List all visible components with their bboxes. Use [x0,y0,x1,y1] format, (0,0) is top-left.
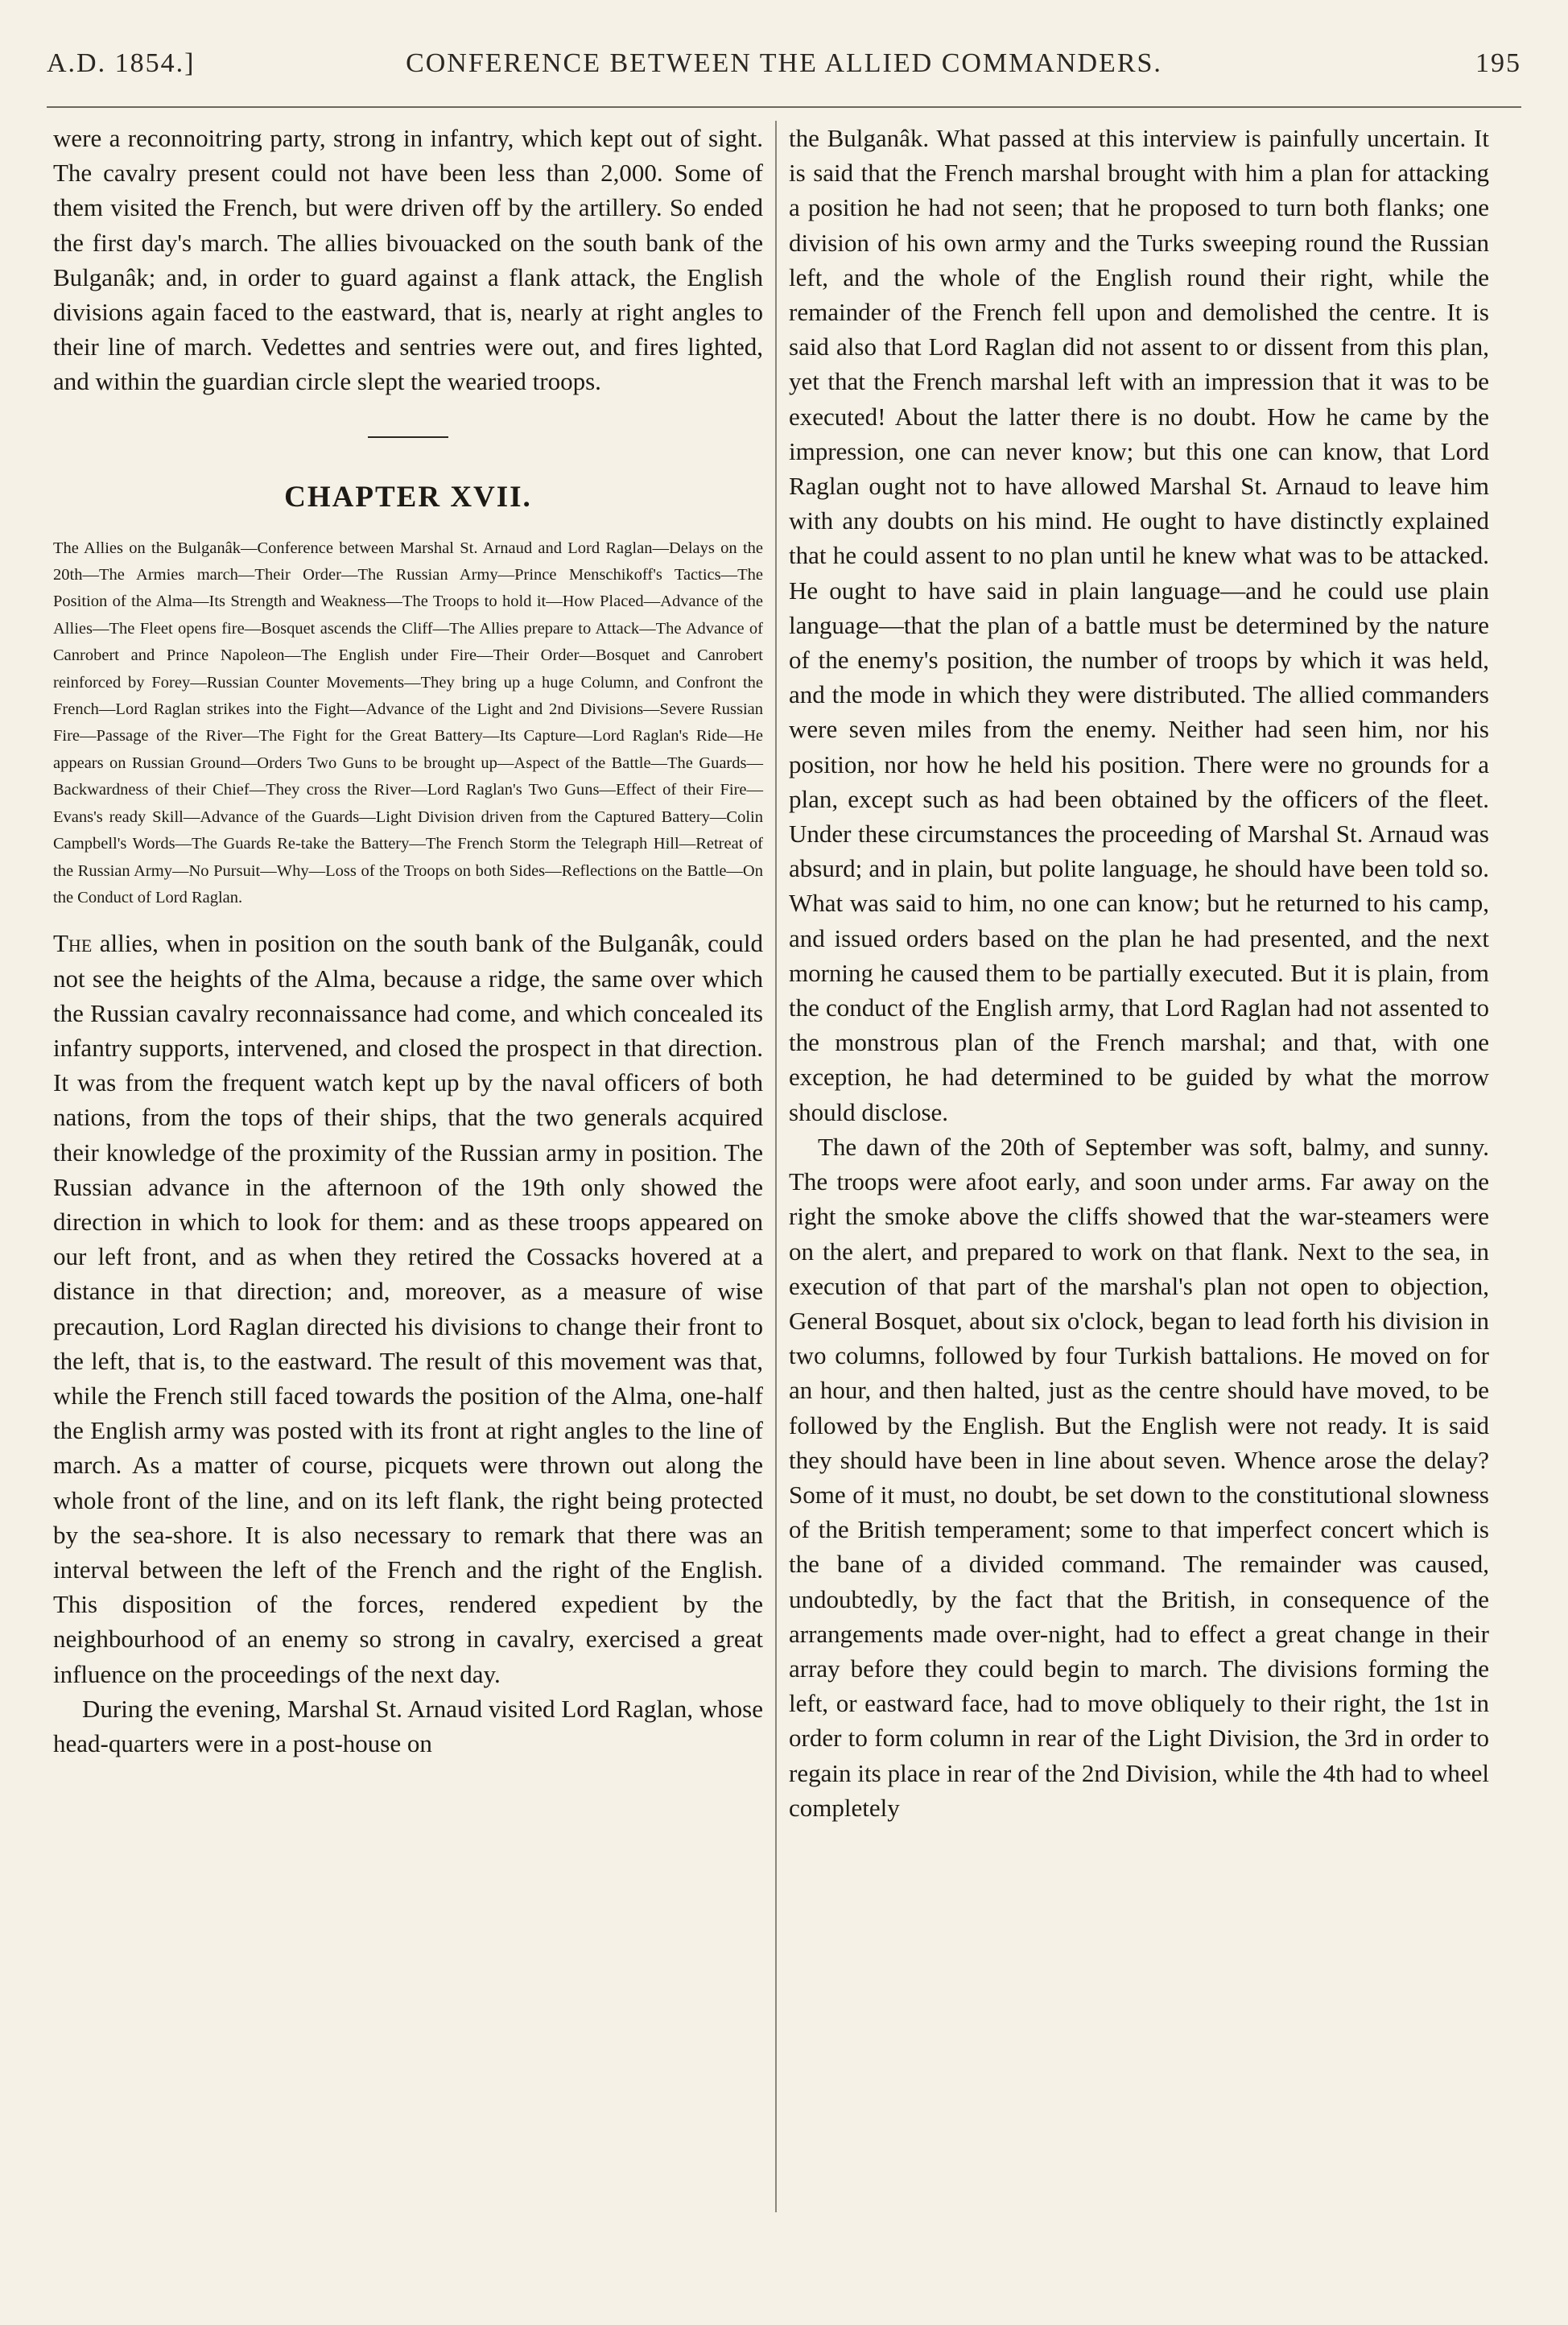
left-column [53,121,763,1761]
drop-word: The [53,929,93,958]
left-paragraph-3: During the evening, Marshal St. Arnaud visited Lord Raglan, whose head-quarters were in a post-house on [53,1694,763,1757]
left-paragraph-2 [53,926,763,1691]
header-rule [47,106,1521,108]
page-number: 195 [1475,48,1521,78]
right-paragraph-2: The dawn of the 20th of September was soft, balmy, and sunny. The troops were afoot early, and soon under arms. Far away on the right the smoke above the cliffs showed that the war-steamers were on the alert, and prepared to work on that flank. Next to the sea, in execution of that part of the marshal's plan not open to objection, General Bosquet, about six o'clock, began to lead forth his division in two columns, followed by four Turkish battalions. He moved on for an hour, and then halted, just as the centre should have moved, to be followed by the English. But the English were not ready. It is said they should have been in line about seven. Whence arose the delay? Some of it must, no doubt, be set down to the constitutional slowness of the British temperament; some to that imperfect concert which is the bane of a divided command. The remainder was caused, undoubtedly, by the fact that the British, in consequence of the arrangements made over-night, had to effect a great change in their array before they could begin to march. The divisions forming the left, or eastward face, had to move obliquely to their right, the 1st in order to form column in rear of the Light Division, the 3rd in order to regain its place in rear of the 2nd Division, while the 4th had to wheel completely [789,1132,1489,1822]
right-column [789,121,1489,1825]
header-date: A.D. 1854.] [47,48,196,78]
header-title: CONFERENCE BETWEEN THE ALLIED COMMANDERS. [406,48,1162,78]
left-paragraph-2-text: allies, when in position on the south bank of the Bulganâk, could not see the heights of the Alma, because a ridge, the same over which the Russian cavalry reconnaissance had come, and which concealed its infantry supports, intervened, and closed the prospect in that direction. It was from the frequent watch kept up by the naval officers of both nations, from the tops of their ships, that the two generals acquired their knowledge of the proximity of the Russian army in position. The Russian advance in the afternoon of the 19th only showed the direction in which to look for them: and as these troops appeared on our left front, and as when they retired the Cossacks hovered at a distance in that direction; and, moreover, as a measure of wise precaution, Lord Raglan directed his divisions to change their front to the left, that is, to the eastward. The result of this movement was that, while the French still faced towards the position of the Alma, one-half the English army was posted with its front at right angles to the line of march. As a matter of course, picquets were thrown out along the whole front of the line, and on its left flank, the right being protected by the sea-shore. It is also necessary to remark that there was an interval between the left of the French and the right of the English. This disposition of the forces, rendered expedient by the neighbourhood of an enemy so strong in cavalry, exercised a great influence on the proceedings of the next day. [53,929,763,1688]
left-paragraph-1: were a reconnoitring party, strong in infantry, which kept out of sight. The cavalry present could not have been less than 2,000. Some of them visited the French, but were driven off by the artillery. So ended the first day's march. The allies bivouacked on the south bank of the Bulganâk; and, in order to guard against a flank attack, the English divisions again faced to the eastward, that is, nearly at right angles to their line of march. Vedettes and sentries were out, and fires lighted, and within the guardian circle slept the wearied troops. [53,124,763,396]
column-divider [775,121,777,2212]
right-paragraph-1: the Bulganâk. What passed at this interview is painfully uncertain. It is said that the French marshal brought with him a plan for attacking a position he had not seen; that he proposed to turn both flanks; one division of his own army and the Turks sweeping round the Russian left, and the whole of the English round their right, while the remainder of the French fell upon and demolished the centre. It is said also that Lord Raglan did not assent to or dissent from this plan, yet that the French marshal left with an impression that it was to be executed! About the latter there is no doubt. How he came by the impression, one can never know; but this one can know, that Lord Raglan ought not to have allowed Marshal St. Arnaud to leave him with any doubts on his mind. He ought to have distinctly explained that he could assent to no plan until he knew what was to be attacked. He ought to have said in plain language—and he could use plain language—that the plan of a battle must be determined by the nature of the enemy's position, the number of troops by which it was held, and the mode in which they were distributed. The allied commanders were seven miles from the enemy. Neither had seen him, nor his position, nor how he held his position. There were no grounds for a plan, except such as had been obtained by the officers of the fleet. Under these circumstances the proceeding of Marshal St. Arnaud was absurd; and in plain, but polite language, he should have been told so. What was said to him, no one can know; but he returned to his camp, and issued orders based on the plan he had presented, and the next morning he caused them to be partially executed. But it is plain, from the conduct of the English army, that Lord Raglan had not assented to the monstrous plan of the French marshal; and that, with one exception, he had determined to be guided by what the morrow should disclose. [789,124,1489,1126]
chapter-title: CHAPTER XVII. [284,480,532,514]
running-header [47,48,1521,97]
chapter-summary: The Allies on the Bulganâk—Conference between Marshal St. Arnaud and Lord Raglan—Delays on the 20th—The Armies march—Their Order—The Russian Army—Prince Menschikoff's Tactics—The Position of the Alma—Its Strength and Weakness—The Troops to hold it—How Placed—Advance of the Allies—The Fleet opens fire—Bosquet ascends the Cliff—The Allies prepare to Attack—The Advance of Canrobert and Prince Napoleon—The English under Fire—Their Order—Bosquet and Canrobert reinforced by Forey—Russian Counter Movements—They bring up a huge Column, and Confront the French—Lord Raglan strikes into the Fight—Advance of the Light and 2nd Divisions—Severe Russian Fire—Passage of the River—The Fight for the Great Battery—Its Capture—Lord Raglan's Ride—He appears on Russian Ground—Orders Two Guns to be brought up—Aspect of the Battle—The Guards—Backwardness of their Chief—They cross the River—Lord Raglan's Two Guns—Effect of their Fire—Evans's ready Skill—Advance of the Guards—Light Division driven from the Captured Battery—Colin Campbell's Words—The Guards Re-take the Battery—The French Storm the Telegraph Hill—Retreat of the Russian Army—No Pursuit—Why—Loss of the Troops on both Sides—Reflections on the Battle—On the Conduct of Lord Raglan. [53,539,763,906]
section-divider [368,436,448,438]
